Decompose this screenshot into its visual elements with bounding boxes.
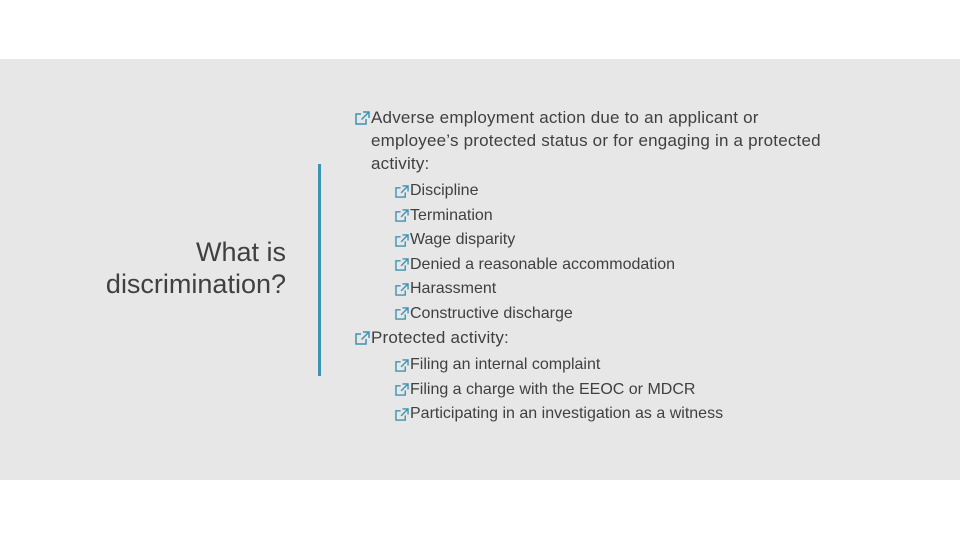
external-link-icon xyxy=(394,232,410,249)
accent-divider xyxy=(318,164,321,376)
external-link-icon xyxy=(394,381,410,398)
bullet-content xyxy=(354,106,824,427)
list-item-text: Denied a reasonable accommodation xyxy=(410,255,676,273)
bullet-text: Protected activity: xyxy=(371,328,509,347)
list-item xyxy=(394,302,824,327)
external-link-icon xyxy=(394,406,410,423)
list-item-text: Filing an internal complaint xyxy=(410,356,601,373)
external-link-icon xyxy=(354,329,371,346)
external-link-icon xyxy=(394,305,410,322)
sub-list xyxy=(394,353,824,427)
list-item xyxy=(394,277,824,302)
bullet-text: Adverse employment action due to an applicant or employee’s protected status or for engaging in a protected activity: xyxy=(371,108,821,173)
external-link-icon xyxy=(394,183,410,200)
list-item-text: Discipline xyxy=(410,182,479,199)
list-item xyxy=(394,378,824,403)
list-item xyxy=(394,204,824,229)
list-item xyxy=(394,228,824,253)
list-item-text: Participating in an investigation as a witness xyxy=(410,405,724,422)
external-link-icon xyxy=(394,256,410,273)
bullet-point xyxy=(354,326,824,349)
external-link-icon xyxy=(394,281,410,298)
bullet-point xyxy=(354,106,824,175)
list-item xyxy=(394,179,824,204)
list-item-text: Wage disparity xyxy=(410,231,516,248)
list-item-text: Harassment xyxy=(410,280,497,297)
list-item xyxy=(394,402,824,427)
list-item xyxy=(394,253,824,278)
list-item-text: Constructive discharge xyxy=(410,304,573,322)
list-item-text: Filing a charge with the EEOC or MDCR xyxy=(410,380,696,398)
external-link-icon xyxy=(394,207,410,224)
external-link-icon xyxy=(354,109,371,126)
slide-title: What is discrimination? xyxy=(105,237,286,299)
sub-list xyxy=(394,179,824,326)
list-item-text: Termination xyxy=(410,206,493,224)
list-item xyxy=(394,353,824,378)
external-link-icon xyxy=(394,357,410,374)
